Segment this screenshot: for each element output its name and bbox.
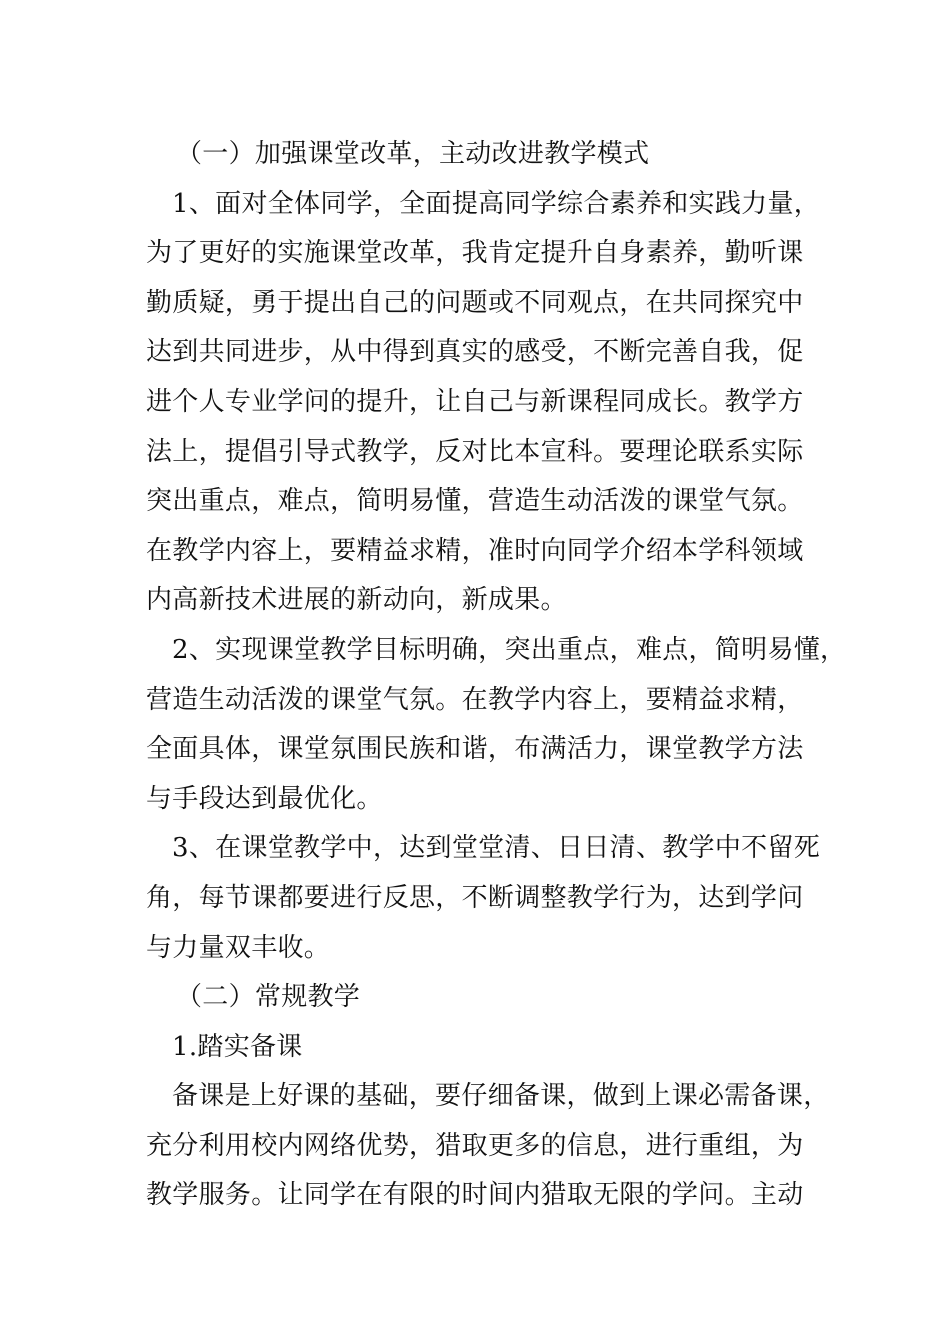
paragraph-1-line: 为了更好的实施课堂改革，我肯定提升自身素养，勤听课 [146, 238, 804, 269]
paragraph-4-line: 教学服务。让同学在有限的时间内猎取无限的学问。主动 [146, 1180, 804, 1211]
paragraph-2-line: 全面具体，课堂氛围民族和谐，布满活力，课堂教学方法 [146, 734, 804, 765]
paragraph-2-line: 营造生动活泼的课堂气氛。在教学内容上，要精益求精， [146, 684, 804, 715]
paragraph-1-line: 突出重点，难点，简明易懂，营造生动活泼的课堂气氛。 [146, 486, 804, 517]
paragraph-4-line: 备课是上好课的基础，要仔细备课，做到上课必需备课， [172, 1081, 830, 1112]
section-heading-2: （二）常规教学 [176, 982, 361, 1013]
paragraph-1-line: 勤质疑，勇于提出自己的问题或不同观点，在共同探究中 [146, 287, 804, 318]
paragraph-2-line: 2、实现课堂教学目标明确，突出重点，难点，简明易懂， [172, 634, 847, 665]
paragraph-1-line: 内高新技术进展的新动向，新成果。 [146, 585, 567, 616]
document-body [146, 130, 847, 1221]
paragraph-2-line: 与手段达到最优化。 [146, 783, 383, 814]
paragraph-1-line: 1、面对全体同学，全面提高同学综合素养和实践力量， [172, 188, 821, 219]
paragraph-1-line: 达到共同进步，从中得到真实的感受，不断完善自我，促 [146, 337, 804, 368]
paragraph-1-line: 在教学内容上，要精益求精，准时向同学介绍本学科领域 [146, 535, 804, 566]
paragraph-3-line: 角，每节课都要进行反思，不断调整教学行为，达到学问 [146, 882, 804, 913]
paragraph-3-line: 3、在课堂教学中，达到堂堂清、日日清、教学中不留死 [172, 833, 821, 864]
subsection-heading: 1.踏实备课 [172, 1031, 303, 1062]
paragraph-1-line: 法上，提倡引导式教学，反对比本宣科。要理论联系实际 [146, 436, 804, 467]
paragraph-1-line: 进个人专业学问的提升，让自己与新课程同成长。教学方 [146, 386, 804, 417]
paragraph-4-line: 充分利用校内网络优势，猎取更多的信息，进行重组，为 [146, 1130, 804, 1161]
section-heading-1: （一）加强课堂改革，主动改进教学模式 [176, 139, 650, 169]
paragraph-3-line: 与力量双丰收。 [146, 932, 331, 963]
